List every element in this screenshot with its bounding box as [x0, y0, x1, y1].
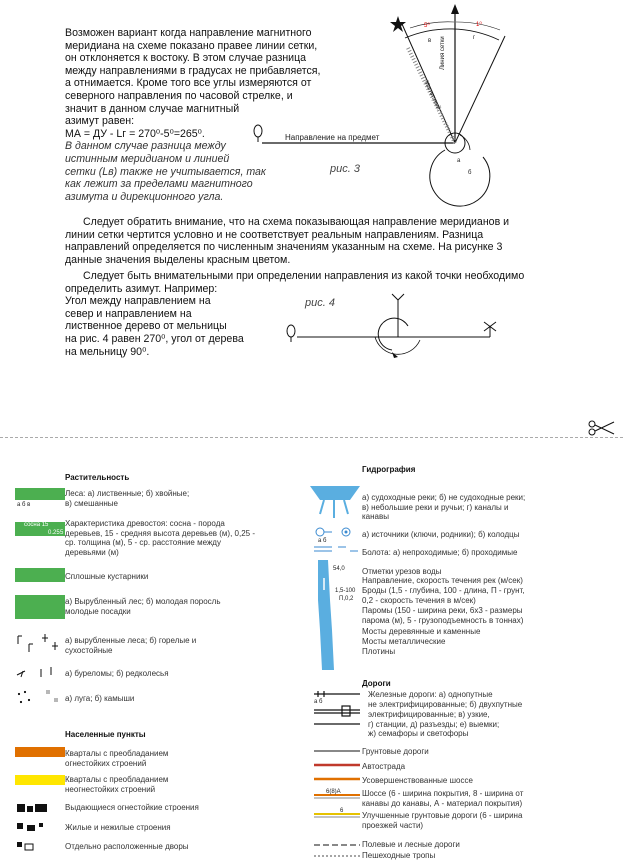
legend-hydro-1: а) судоходные реки; б) не судоходные реки; в) небольшие реки и ручьи; г) каналы и канавы: [362, 493, 526, 521]
intro-line: он отклоняется к востоку. В этом случае разница: [65, 52, 307, 65]
legend-veg-2: Характеристика древостоя: сосна - порода деревьев, 15 - средняя высота деревьев (м), 0,25 - ср. толщина (м), 5 - ср. расстояние между деревьями (м): [65, 519, 255, 557]
angle-label-v: в: [428, 38, 432, 44]
river-column-icon: [312, 560, 362, 670]
hydro-ab-label: а б: [318, 538, 327, 544]
rivers-icon: [310, 478, 362, 520]
magnetic-label: Магнитный: [422, 80, 442, 111]
paragraph-line: направлений определяется по численным значениям указанным на схеме. На рисунке 3: [65, 241, 503, 254]
buildings-icon: [15, 821, 65, 833]
legend-roads-5: Усовершенствованные шоссе: [362, 776, 473, 785]
legend-roads-4: Автострада: [362, 762, 406, 771]
legend-hydro-4: Отметки урезов воды: [362, 567, 442, 576]
railways-icon: [312, 690, 362, 740]
highway-icon: [312, 762, 362, 768]
legend-hydro-2: а) источники (ключи, родники); б) колодцы: [362, 530, 520, 539]
legend-set-1: Кварталы с преобладанием огнестойких строений: [65, 749, 169, 768]
legend-hydro-3: Болота: а) непроходимые; б) проходимые: [362, 548, 518, 557]
veg-frac-label: 0.25: [48, 530, 60, 536]
fireproof-blocks-icon: [15, 747, 65, 757]
paragraph-line: данные значения выделены красным цветом.: [65, 253, 291, 266]
intro-line: северного направления по часовой стрелке, и: [65, 89, 293, 102]
deciduous-tree-icon: [287, 325, 295, 342]
footpath-icon: [312, 853, 362, 859]
veg-dist-label: 5: [60, 530, 64, 536]
swamps-icon: [312, 544, 360, 556]
outstanding-building-icon: [15, 803, 65, 813]
intro-line: Возможен вариант когда направление магнитного: [65, 27, 312, 39]
shrub-symbol-icon: [15, 568, 65, 582]
angle-label-b: б: [468, 170, 472, 176]
red-value-right: 1⁰: [476, 22, 482, 28]
meadow-icon: [15, 688, 65, 710]
intro-italic-line: как лежит за пределами магнитного: [65, 178, 253, 191]
figure-3-caption: рис. 3: [330, 163, 360, 175]
veg-abc-label: а б в: [17, 502, 31, 508]
legend-hydro-7: Паромы (150 - ширина реки, 6х3 - размеры парома (м), 5 - грузоподъемность в тоннах): [362, 606, 524, 625]
intro-italic-line: В данном случае разница между: [65, 140, 226, 153]
legend-roads-title: Дороги: [362, 679, 391, 688]
legend-roads-2: электрифицированные; в) узкие, г) станции, д) разъезды; е) выемки; ж) семафоры и светофоры: [368, 710, 500, 738]
dirt-road-icon: [312, 748, 362, 754]
paragraph-line: Следует быть внимательными при определении направления из какой точки необходимо: [83, 270, 525, 282]
intro-italic-line: истинным меридианом и линией: [65, 152, 230, 165]
paragraph-line: линии сетки чертится условно и не соответствует реальным направлениям. Разница: [65, 228, 484, 241]
legend-veg-5: а) вырубленные леса; б) горелые и сухостойные: [65, 636, 197, 655]
intro-italic-line: азимута и дирекционного угла.: [65, 190, 224, 203]
legend-hydro-9: Мосты металлические: [362, 637, 446, 646]
legend-roads-7: Улучшенные грунтовые дороги (6 - ширина проезжей части): [362, 811, 523, 830]
legend-hydro-10: Плотины: [362, 647, 396, 656]
legend-settlements-title: Населенные пункты: [65, 730, 146, 739]
scissors-icon: [586, 418, 616, 438]
legend-set-3: Выдающиеся огнестойкие строения: [65, 803, 199, 812]
hydro-ford2-label: П,0,2: [339, 596, 354, 602]
legend-roads-9: Пешеходные тропы: [362, 851, 436, 860]
legend-veg-7: а) луга; б) камыши: [65, 694, 135, 703]
young-growth-icon: [15, 595, 65, 619]
paragraph-line: определить азимут. Например:: [65, 282, 218, 295]
veg-sosna-label: сосна 15: [24, 522, 49, 528]
improved-dirt-road-icon: [312, 810, 362, 818]
grid-line-label: Линия сетки: [440, 36, 446, 70]
legend-vegetation-title: Растительность: [65, 473, 130, 482]
paragraph-line: Угол между направлением на: [65, 295, 211, 308]
legend-veg-6: а) буреломы; б) редколесья: [65, 669, 169, 678]
windfall-icon: [15, 665, 65, 679]
hydro-ford-label: 1,5-100: [335, 588, 356, 594]
paragraph-line: на мельницу 90⁰.: [65, 345, 150, 358]
nonfireproof-blocks-icon: [15, 775, 65, 785]
figure-4-caption: рис. 4: [305, 297, 335, 309]
angle-label-g: г: [473, 35, 476, 41]
paragraph-line: на рис. 4 равен 270⁰, угол от дерева: [65, 332, 244, 345]
legend-roads-3: Грунтовые дороги: [362, 747, 429, 756]
paragraph-line: север и направлением на: [65, 307, 192, 320]
legend-hydro-8: Мосты деревянные и каменные: [362, 627, 481, 636]
intro-line: между направлениями в градусах не прибавляется,: [65, 64, 321, 77]
legend-set-2: Кварталы с преобладанием неогнестойких строений: [65, 775, 169, 794]
field-road-icon: [312, 842, 362, 848]
legend-set-5: Отдельно расположенные дворы: [65, 842, 189, 851]
legend-veg-1: Леса: а) лиственные; б) хвойные; в) смешанные: [65, 489, 190, 508]
springs-wells-icon: [312, 526, 360, 538]
legend-veg-4: а) Вырубленный лес; б) молодая поросль молодые посадки: [65, 597, 221, 616]
improved-road-icon: [312, 776, 362, 782]
cut-forest-icon: [15, 632, 65, 656]
legend-roads-6: Шоссе (6 - ширина покрытия, 8 - ширина от канавы до канавы, А - материал покрытия): [362, 789, 524, 808]
legend-set-4: Жилые и нежилые строения: [65, 823, 171, 832]
road-ab-label: а б: [314, 699, 323, 705]
intro-line: меридиана на схеме показано правее линии сетки,: [65, 39, 318, 52]
intro-line: азимут равен:: [65, 115, 135, 128]
road-shosse-label: 6(8)А: [326, 789, 341, 795]
forest-symbol-icon: [15, 488, 65, 500]
legend-hydro-6: Броды (1,5 - глубина, 100 - длина, П - грунт, 0,2 - скорость течения в м/сек): [362, 586, 525, 605]
windmill-icon: [484, 322, 496, 337]
paragraph-line: лиственное дерево от мельницы: [65, 320, 227, 333]
intro-line: а отнимается. Кроме того все углы измеряются от: [65, 77, 312, 90]
legend-veg-3: Сплошные кустарники: [65, 572, 149, 581]
legend-roads-8: Полевые и лесные дороги: [362, 840, 460, 849]
yards-icon: [15, 840, 65, 852]
legend-hydro-5: Направление, скорость течения рек (м/сек): [362, 576, 523, 585]
formula: МА = ДУ - Lг = 270⁰-5⁰=265⁰.: [65, 127, 205, 140]
legend-hydro-title: Гидрография: [362, 465, 416, 474]
red-value-left: 5⁰: [424, 23, 430, 29]
intro-italic-line: сетки (Lв) также не учитывается, так: [65, 165, 266, 178]
paragraph-line: Следует обратить внимание, что на схема показывающая направление меридианов и: [83, 216, 510, 228]
intro-line: значит в данном случае магнитный: [65, 102, 240, 115]
legend-roads-1: Железные дороги: а) однопутные не электрифицированные; б) двухпутные: [368, 690, 523, 709]
road-ulu-label: 6: [340, 808, 344, 814]
angle-label-a: а: [457, 158, 461, 164]
direction-label: Направление на предмет: [285, 133, 380, 142]
figure-4: [0, 0, 623, 420]
cut-line: [0, 437, 623, 438]
hydro-elev-label: 54,0: [333, 566, 345, 572]
